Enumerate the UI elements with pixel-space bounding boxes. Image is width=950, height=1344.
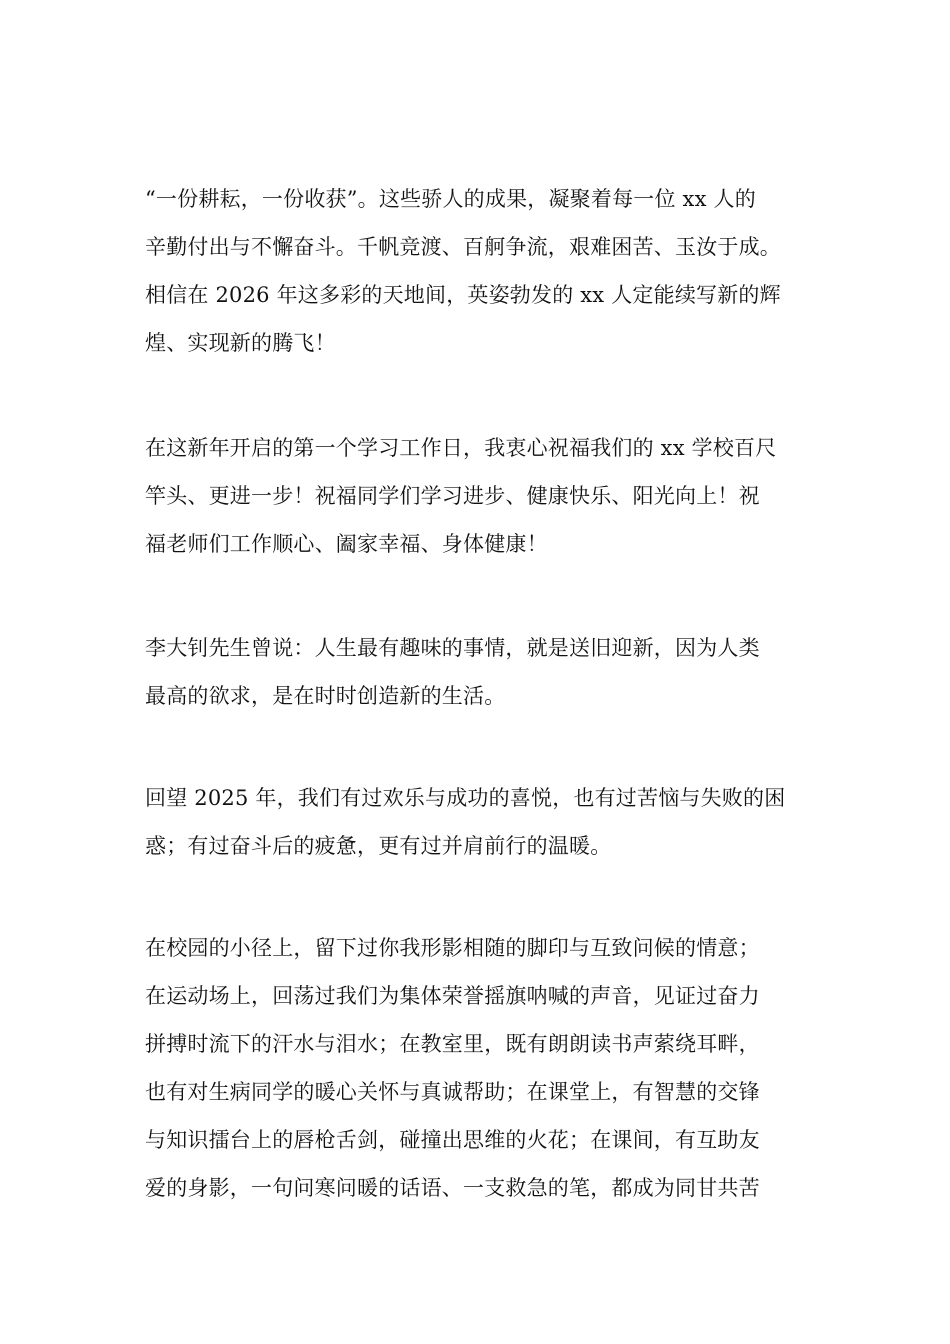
text-line: 爱的身影，一句问寒问暖的话语、一支救急的笔，都成为同甘共苦	[145, 1176, 760, 1200]
text-line: 辛勤付出与不懈奋斗。千帆竞渡、百舸争流，艰难困苦、玉汝于成。	[145, 235, 781, 259]
paragraph-achievements	[145, 175, 825, 367]
text-line: 回望 2025 年，我们有过欢乐与成功的喜悦，也有过苦恼与失败的困	[145, 786, 786, 810]
text-line: 惑；有过奋斗后的疲惫，更有过并肩前行的温暖。	[145, 834, 612, 858]
text-line: 相信在 2026 年这多彩的天地间，英姿勃发的 xx 人定能续写新的辉	[145, 283, 781, 307]
text-line: 煌、实现新的腾飞！	[145, 331, 336, 355]
paragraph-quote	[145, 624, 825, 720]
paragraph-review	[145, 774, 825, 870]
text-line: 在校园的小径上，留下过你我形影相随的脚印与互致问候的情意；	[145, 936, 760, 960]
text-line: 最高的欲求，是在时时创造新的生活。	[145, 684, 506, 708]
paragraph-campus-memories	[145, 924, 825, 1212]
text-line: 也有对生病同学的暖心关怀与真诚帮助；在课堂上，有智慧的交锋	[145, 1080, 760, 1104]
text-line: 竿头、更进一步！祝福同学们学习进步、健康快乐、阳光向上！祝	[145, 484, 760, 508]
text-line: 拼搏时流下的汗水与泪水；在教室里，既有朗朗读书声萦绕耳畔，	[145, 1032, 760, 1056]
text-line: 李大钊先生曾说：人生最有趣味的事情，就是送旧迎新，因为人类	[145, 636, 760, 660]
text-line: 福老师们工作顺心、阖家幸福、身体健康！	[145, 532, 548, 556]
text-line: 在运动场上，回荡过我们为集体荣誉摇旗呐喊的声音，见证过奋力	[145, 984, 760, 1008]
text-line: 在这新年开启的第一个学习工作日，我衷心祝福我们的 xx 学校百尺	[145, 436, 777, 460]
paragraph-new-year-wishes	[145, 424, 825, 568]
text-line: “一份耕耘，一份收获”。这些骄人的成果，凝聚着每一位 xx 人的	[145, 187, 756, 211]
text-line: 与知识擂台上的唇枪舌剑，碰撞出思维的火花；在课间，有互助友	[145, 1128, 760, 1152]
